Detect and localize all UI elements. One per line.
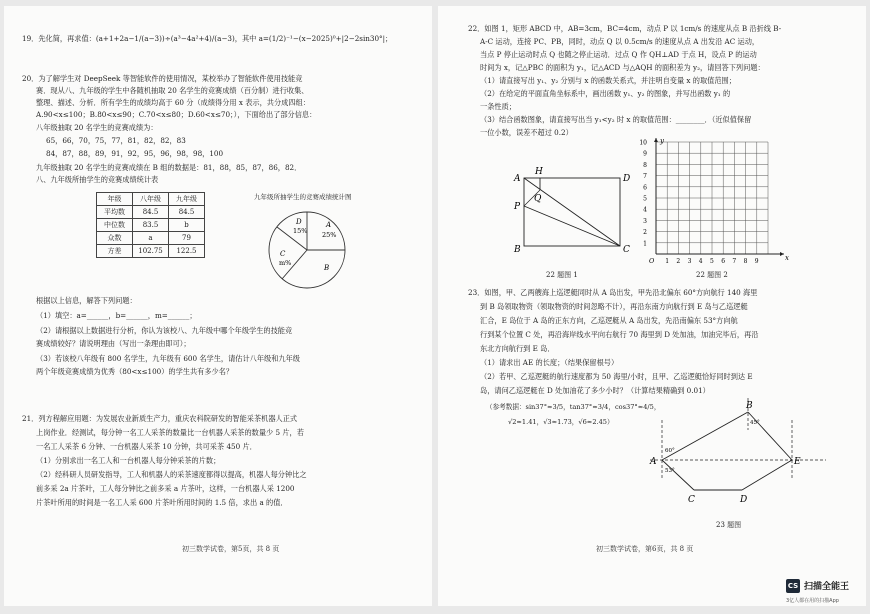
q20-line: A.90<x≤100；B.80<x≤90；C.70<x≤80；D.60<x≤70；），下面给出了部分信息：	[36, 110, 317, 119]
table-cell: 年级	[97, 193, 133, 206]
q20-sub-line: 两个年级竞赛成绩为优秀（80<x≤100）的学生共有多少名？	[36, 367, 234, 376]
label-d: D	[740, 495, 748, 505]
x-tick-label: 3	[687, 258, 692, 265]
x-tick-label: 2	[676, 258, 681, 265]
x-tick-label: 9	[754, 258, 759, 265]
label-c: C	[623, 245, 630, 255]
q23-line: 岛，请问乙巡逻艇在 D 处加油花了多少小时？（计算结果精确到 0.01）	[480, 386, 710, 395]
angle-53: 53°	[665, 468, 675, 474]
table-cell: 八年级	[133, 193, 169, 206]
table-cell: a	[133, 232, 169, 245]
y-tick-label: 9	[643, 150, 647, 158]
table-cell: 84.5	[133, 206, 169, 219]
y-tick-label: 5	[643, 195, 647, 203]
pie-chart	[260, 204, 370, 296]
table-cell: 84.5	[169, 206, 205, 219]
x-axis-label: x	[785, 254, 789, 262]
angle-45: 45°	[750, 420, 760, 426]
q20-sub-line: 赛成绩较好？请说明理由（写出一条理由即可）；	[36, 339, 191, 348]
label-a: A	[514, 174, 521, 184]
label-b: B	[746, 401, 753, 411]
figure-22-2-grid	[634, 136, 794, 266]
label-c: C	[688, 495, 695, 505]
origin-label: O	[649, 257, 655, 265]
q23-line: 到 B 岛领取物资（领取物资的时间忽略不计），再沿东南方向航行到 E 岛与乙巡逻艇	[480, 302, 748, 311]
q20-line: 整理、描述、分析．所有学生的成绩均高于 60 分（成绩得分用 x 表示，共分成四组：	[36, 98, 310, 107]
y-tick-label: 1	[643, 240, 647, 248]
label-p: P	[514, 202, 521, 212]
q23-line: 行到某个位置 C 处，再沿海岸线水平向右航行 70 海里到 D 处加油，加油完毕后，再沿	[480, 330, 759, 339]
right-page	[438, 6, 866, 606]
x-axis-arrow	[780, 252, 784, 256]
x-tick-label: 6	[721, 258, 726, 265]
q23-line: 汇合，E 岛位于 A 岛的正东方向，乙巡逻艇从 A 岛出发，先沿南偏东 53°方向航	[480, 316, 738, 325]
angle-60: 60°	[665, 448, 675, 454]
table-row	[97, 219, 205, 232]
q22-line: 22．如图 1，矩形 ABCD 中，AB=3cm，BC=4cm，动点 P 以 1cm/s 的速度从点 B 沿折线 B-	[468, 24, 782, 33]
y-tick-labels	[639, 140, 647, 248]
q20-sub-line: （2）请根据以上数据进行分析，你认为该校八、九年级中哪个年级学生的技能竞	[36, 326, 293, 335]
q22-line: （1）请直接写出 y₁、y₂ 分别与 x 的函数关系式，并注明自变量 x 的取值范围；	[480, 76, 736, 85]
q20-line: 20．为了解学生对 DeepSeek 等智能软件的使用情况，某校举办了智能软件使用技能竞	[22, 74, 303, 83]
y-tick-label: 10	[639, 139, 647, 147]
table-cell: 九年级	[169, 193, 205, 206]
label-a: A	[650, 457, 657, 467]
question-19: 19．先化简，再求值：(a+1+2a−1/(a−3))÷(a³−4a²+4)/(a−3)，其中 a=(1/2)⁻¹−(x−2025)⁰+|2−2sin30°|；	[22, 34, 393, 43]
label-e: E	[794, 457, 801, 467]
q21-line: 一名工人采茶 6 分钟、一台机器人采茶 10 分钟，共可采茶 450 片．	[36, 442, 257, 451]
label-b: B	[514, 245, 521, 255]
y-tick-label: 4	[643, 206, 647, 214]
y-tick-label: 6	[643, 184, 647, 192]
q21-line: 片茶叶所用的时间是一名工人采 600 片茶叶所用时间的 1.5 倍，求出 a 的值．	[36, 498, 288, 507]
x-tick-label: 1	[665, 258, 670, 265]
x-tick-label: 5	[710, 258, 714, 265]
q22-line: （2）在给定的平面直角坐标系中，画出函数 y₁、y₂ 的图象，并写出函数 y₁ 的	[480, 89, 731, 98]
y-tick-label: 3	[643, 217, 647, 225]
x-tick-label: 4	[698, 258, 703, 265]
reference-data: （参考数据：sin37°≈3/5，tan37°≈3/4，cos37°≈4/5，	[486, 403, 661, 411]
q22-line: 当点 P 停止运动时点 Q 也随之停止运动．过点 Q 作 QH⊥AD 于点 H，设点 P 的运动	[480, 50, 757, 59]
table-row	[97, 206, 205, 219]
pie-pct-d: 15%	[293, 227, 308, 235]
segment-ac	[662, 460, 694, 490]
table-cell: b	[169, 219, 205, 232]
scanner-app-name: 扫描全能王	[804, 582, 850, 592]
stats-table	[96, 192, 205, 258]
figure-23	[648, 390, 828, 518]
q20-line: 八年级抽取 20 名学生的竞赛成绩为：	[36, 123, 158, 132]
q20-line: 九年级抽取 20 名学生的竞赛成绩在 B 组的数据是：81，88，85，87，86，82．	[36, 163, 302, 172]
q21-line: 21．列方程解应用题：为发展农业新质生产力，重庆农科院研发的智能采茶机器人正式	[22, 414, 298, 423]
x-tick-label: 7	[732, 258, 737, 265]
left-page	[4, 6, 432, 606]
page-footer: 初三数学试卷，第6页，共 8 页	[596, 545, 694, 553]
q20-sub-line: 根据以上信息，解答下列问题：	[36, 296, 137, 305]
q20-line: 65，66，70，75，77，81，82，82，83	[46, 136, 186, 145]
x-tick-label: 8	[743, 258, 748, 265]
figure-1-caption: 22 题图 1	[546, 271, 578, 279]
q22-line: 一位小数，误差不超过 0.2）	[480, 128, 573, 137]
table-cell: 中位数	[97, 219, 133, 232]
x-tick-labels	[665, 258, 759, 265]
scanner-logo-icon: CS	[786, 579, 800, 593]
table-cell: 方差	[97, 245, 133, 258]
q20-line: 八、九年级所抽学生的竞赛成绩统计表	[36, 175, 159, 184]
segment-de	[742, 460, 792, 490]
table-header-row	[97, 193, 205, 206]
table-row	[97, 245, 205, 258]
q20-line: 赛．现从八、九年级的学生中各随机抽取 20 名学生的竞赛成绩（百分制）进行收集、	[36, 86, 309, 95]
y-axis-arrow	[654, 138, 658, 142]
label-d: D	[623, 174, 631, 184]
q22-line: A-C 运动，连接 PC、PB，同时，动点 Q 以 0.5cm/s 的速度从点 A 出发沿 AC 运动，	[480, 37, 760, 46]
pie-label-d: D	[296, 218, 302, 226]
scanner-app-slogan: 3亿人都在用的扫描App	[786, 598, 839, 604]
label-q: Q	[534, 194, 542, 204]
pie-title: 九年级所抽学生的竞赛成绩统计图	[254, 193, 352, 201]
q22-line: 一条性质；	[480, 102, 516, 111]
q20-sub-line: （1）填空：a=______，b=______，m=______；	[36, 311, 197, 320]
label-h: H	[535, 167, 543, 177]
y-tick-label: 7	[643, 173, 647, 181]
q22-line: （3）结合函数图象，请直接写出当 y₁<y₂ 时 x 的取值范围：________．（近似值保留	[480, 115, 752, 124]
page-footer: 初三数学试卷，第5页，共 8 页	[182, 545, 280, 553]
pie-label-a: A	[326, 221, 332, 229]
pie-label-b: B	[324, 264, 330, 272]
q21-line: （1）分别求出一名工人和一台机器人每分钟采茶的片数；	[36, 456, 221, 465]
table-cell: 102.75	[133, 245, 169, 258]
q23-line: （1）请求出 AE 的长度；（结果保留根号）	[480, 358, 619, 367]
table-cell: 83.5	[133, 219, 169, 232]
pie-pct-c: m%	[279, 259, 292, 267]
table-cell: 众数	[97, 232, 133, 245]
figure-22-1	[508, 164, 638, 259]
q20-line: 84，87，88，89，91，92，95，96，98，98，100	[46, 149, 224, 158]
figure-2-caption: 22 题图 2	[696, 271, 728, 279]
q21-line: （2）经科研人员研发指导，工人和机器人的采茶速度都得以提高，机器人每分钟比之	[36, 470, 307, 479]
q22-line: 时间为 x，记△PBC 的面积为 y₁，记△ACD 与△AQH 的面积差为 y₂，请回答下列问题：	[480, 63, 765, 72]
table-cell: 79	[169, 232, 205, 245]
reference-data: √2≈1.41，√3≈1.73，√6≈2.45）	[508, 418, 614, 426]
pie-pct-a: 25%	[322, 231, 337, 239]
q21-line: 上岗作业．经测试，每分钟一名工人采茶的数量比一台机器人采茶的数量少 5 片，若	[36, 428, 304, 437]
y-axis-label: y	[660, 137, 664, 145]
scanner-watermark	[786, 576, 870, 610]
q23-line: 东北方向航行到 E 岛．	[480, 344, 555, 353]
segment-ab	[662, 412, 748, 460]
y-tick-label: 2	[643, 229, 647, 237]
figure-23-caption: 23 题图	[716, 521, 742, 529]
q21-line: 前多采 2a 片茶叶，工人每分钟比之前多采 a 片茶叶，这样，一台机器人采 1200	[36, 484, 295, 493]
pie-label-c: C	[280, 250, 286, 258]
table-cell: 122.5	[169, 245, 205, 258]
grid-lines	[656, 142, 768, 254]
y-tick-label: 8	[643, 161, 647, 169]
q20-sub-line: （3）若该校八年级有 800 名学生，九年级有 600 名学生，请估计八年级和九年级	[36, 354, 300, 363]
q23-line: 23．如图，甲、乙两艘海上巡逻艇同时从 A 岛出发，甲先沿北偏东 60°方向航行 140 海里	[468, 288, 758, 297]
table-row	[97, 232, 205, 245]
q23-line: （2）若甲、乙巡逻艇的航行速度都为 50 海里/小时，且甲、乙巡逻艇恰好同时到达 E	[480, 372, 753, 381]
table-cell: 平均数	[97, 206, 133, 219]
